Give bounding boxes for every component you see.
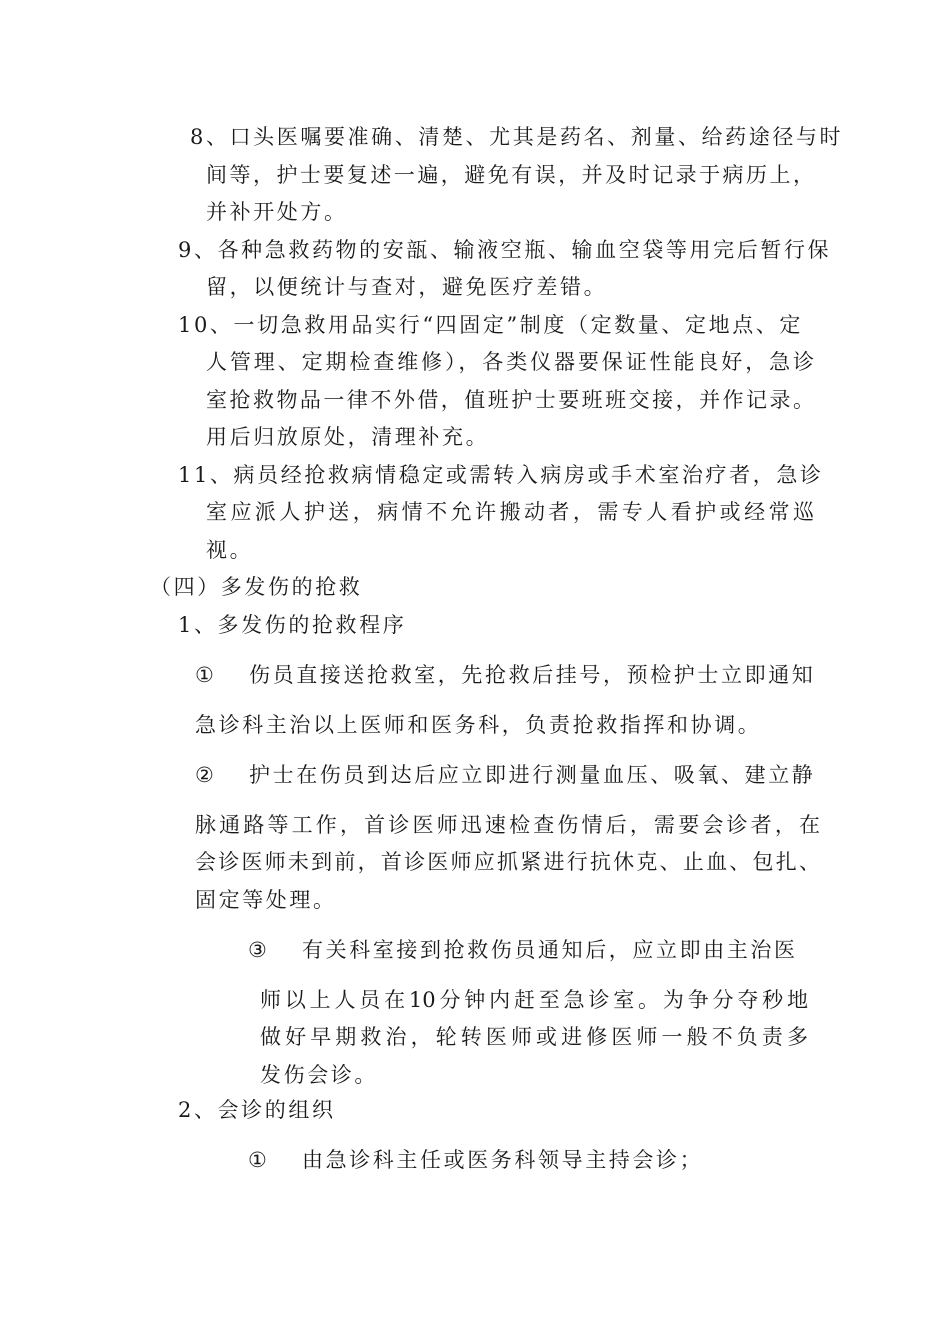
step-2-line-3: 会诊医师未到前，首诊医师应抓紧进行抗休克、止血、包扎、	[195, 850, 820, 874]
item-8-text-1: 口头医嘱要准确、清楚、尤其是药名、剂量、给药途径与时	[229, 125, 844, 149]
item-11-line-1	[178, 460, 824, 490]
item-8-line-1	[190, 122, 843, 152]
item-10-number: 10、	[178, 313, 234, 337]
item-11-line-3: 视。	[206, 538, 254, 562]
item-9-line-2: 留，以便统计与查对，避免医疗差错。	[206, 275, 608, 299]
item-10-text-1: 一切急救用品实行“四固定”制度（定数量、定地点、定	[233, 313, 804, 337]
item-8-line-3: 并补开处方。	[206, 200, 348, 224]
step-2-text-1: 护士在伤员到达后应立即进行测量血压、吸氧、建立静	[249, 763, 816, 787]
item-11-number: 11、	[178, 463, 234, 487]
consult-step-1-marker: ①	[248, 1148, 267, 1172]
step-2-line-2: 脉通路等工作，首诊医师迅速检查伤情后，需要会诊者，在	[195, 813, 820, 837]
step-3-line-3: 做好早期救治，轮转医师或进修医师一般不负责多	[260, 1025, 808, 1049]
section-4-heading: （四）多发伤的抢救	[150, 575, 363, 599]
step-1-marker: ①	[195, 663, 214, 687]
step-2-line-4: 固定等处理。	[195, 888, 337, 912]
item-8-line-2: 间等，护士要复述一遍，避免有误，并及时记录于病历上，	[206, 163, 814, 187]
item-11-text-1: 病员经抢救病情稳定或需转入病房或手术室治疗者，急诊	[233, 463, 824, 487]
step-1-line-2: 急诊科主治以上医师和医务科，负责抢救指挥和协调。	[195, 713, 762, 737]
item-10-line-2: 人管理、定期检查维修），各类仪器要保证性能良好，急诊	[206, 350, 814, 374]
step-3-marker: ③	[248, 938, 267, 962]
step-3-line-4: 发伤会诊。	[260, 1063, 378, 1087]
subsection-2-heading: 2、会诊的组织	[178, 1098, 336, 1122]
subsection-1-heading: 1、多发伤的抢救程序	[178, 613, 407, 637]
item-10-line-1	[178, 310, 803, 340]
item-10-line-4: 用后归放原处，清理补充。	[206, 425, 490, 449]
item-9-line-1	[178, 235, 831, 265]
step-3-line-1	[248, 935, 798, 965]
step-2-line-1	[195, 760, 815, 790]
item-9-text-1: 各种急救药物的安瓿、输液空瓶、输血空袋等用完后暂行保	[217, 238, 832, 262]
item-10-line-3: 室抢救物品一律不外借，值班护士要班班交接，并作记录。	[206, 388, 814, 412]
consult-step-1-line-1	[248, 1145, 703, 1175]
consult-step-1-text-1: 由急诊科主任或医务科领导主持会诊；	[302, 1148, 704, 1172]
item-11-line-2: 室应派人护送，病情不允许搬动者，需专人看护或经常巡	[206, 500, 814, 524]
step-3-text-1: 有关科室接到抢救伤员通知后，应立即由主治医	[302, 938, 798, 962]
step-3-line-2: 师以上人员在10分钟内赶至急诊室。为争分夺秒地	[260, 988, 808, 1012]
item-8-number: 8、	[190, 125, 230, 149]
step-2-marker: ②	[195, 763, 214, 787]
item-9-number: 9、	[178, 238, 218, 262]
step-1-text-1: 伤员直接送抢救室，先抢救后挂号，预检护士立即通知	[249, 663, 816, 687]
step-1-line-1	[195, 660, 815, 690]
